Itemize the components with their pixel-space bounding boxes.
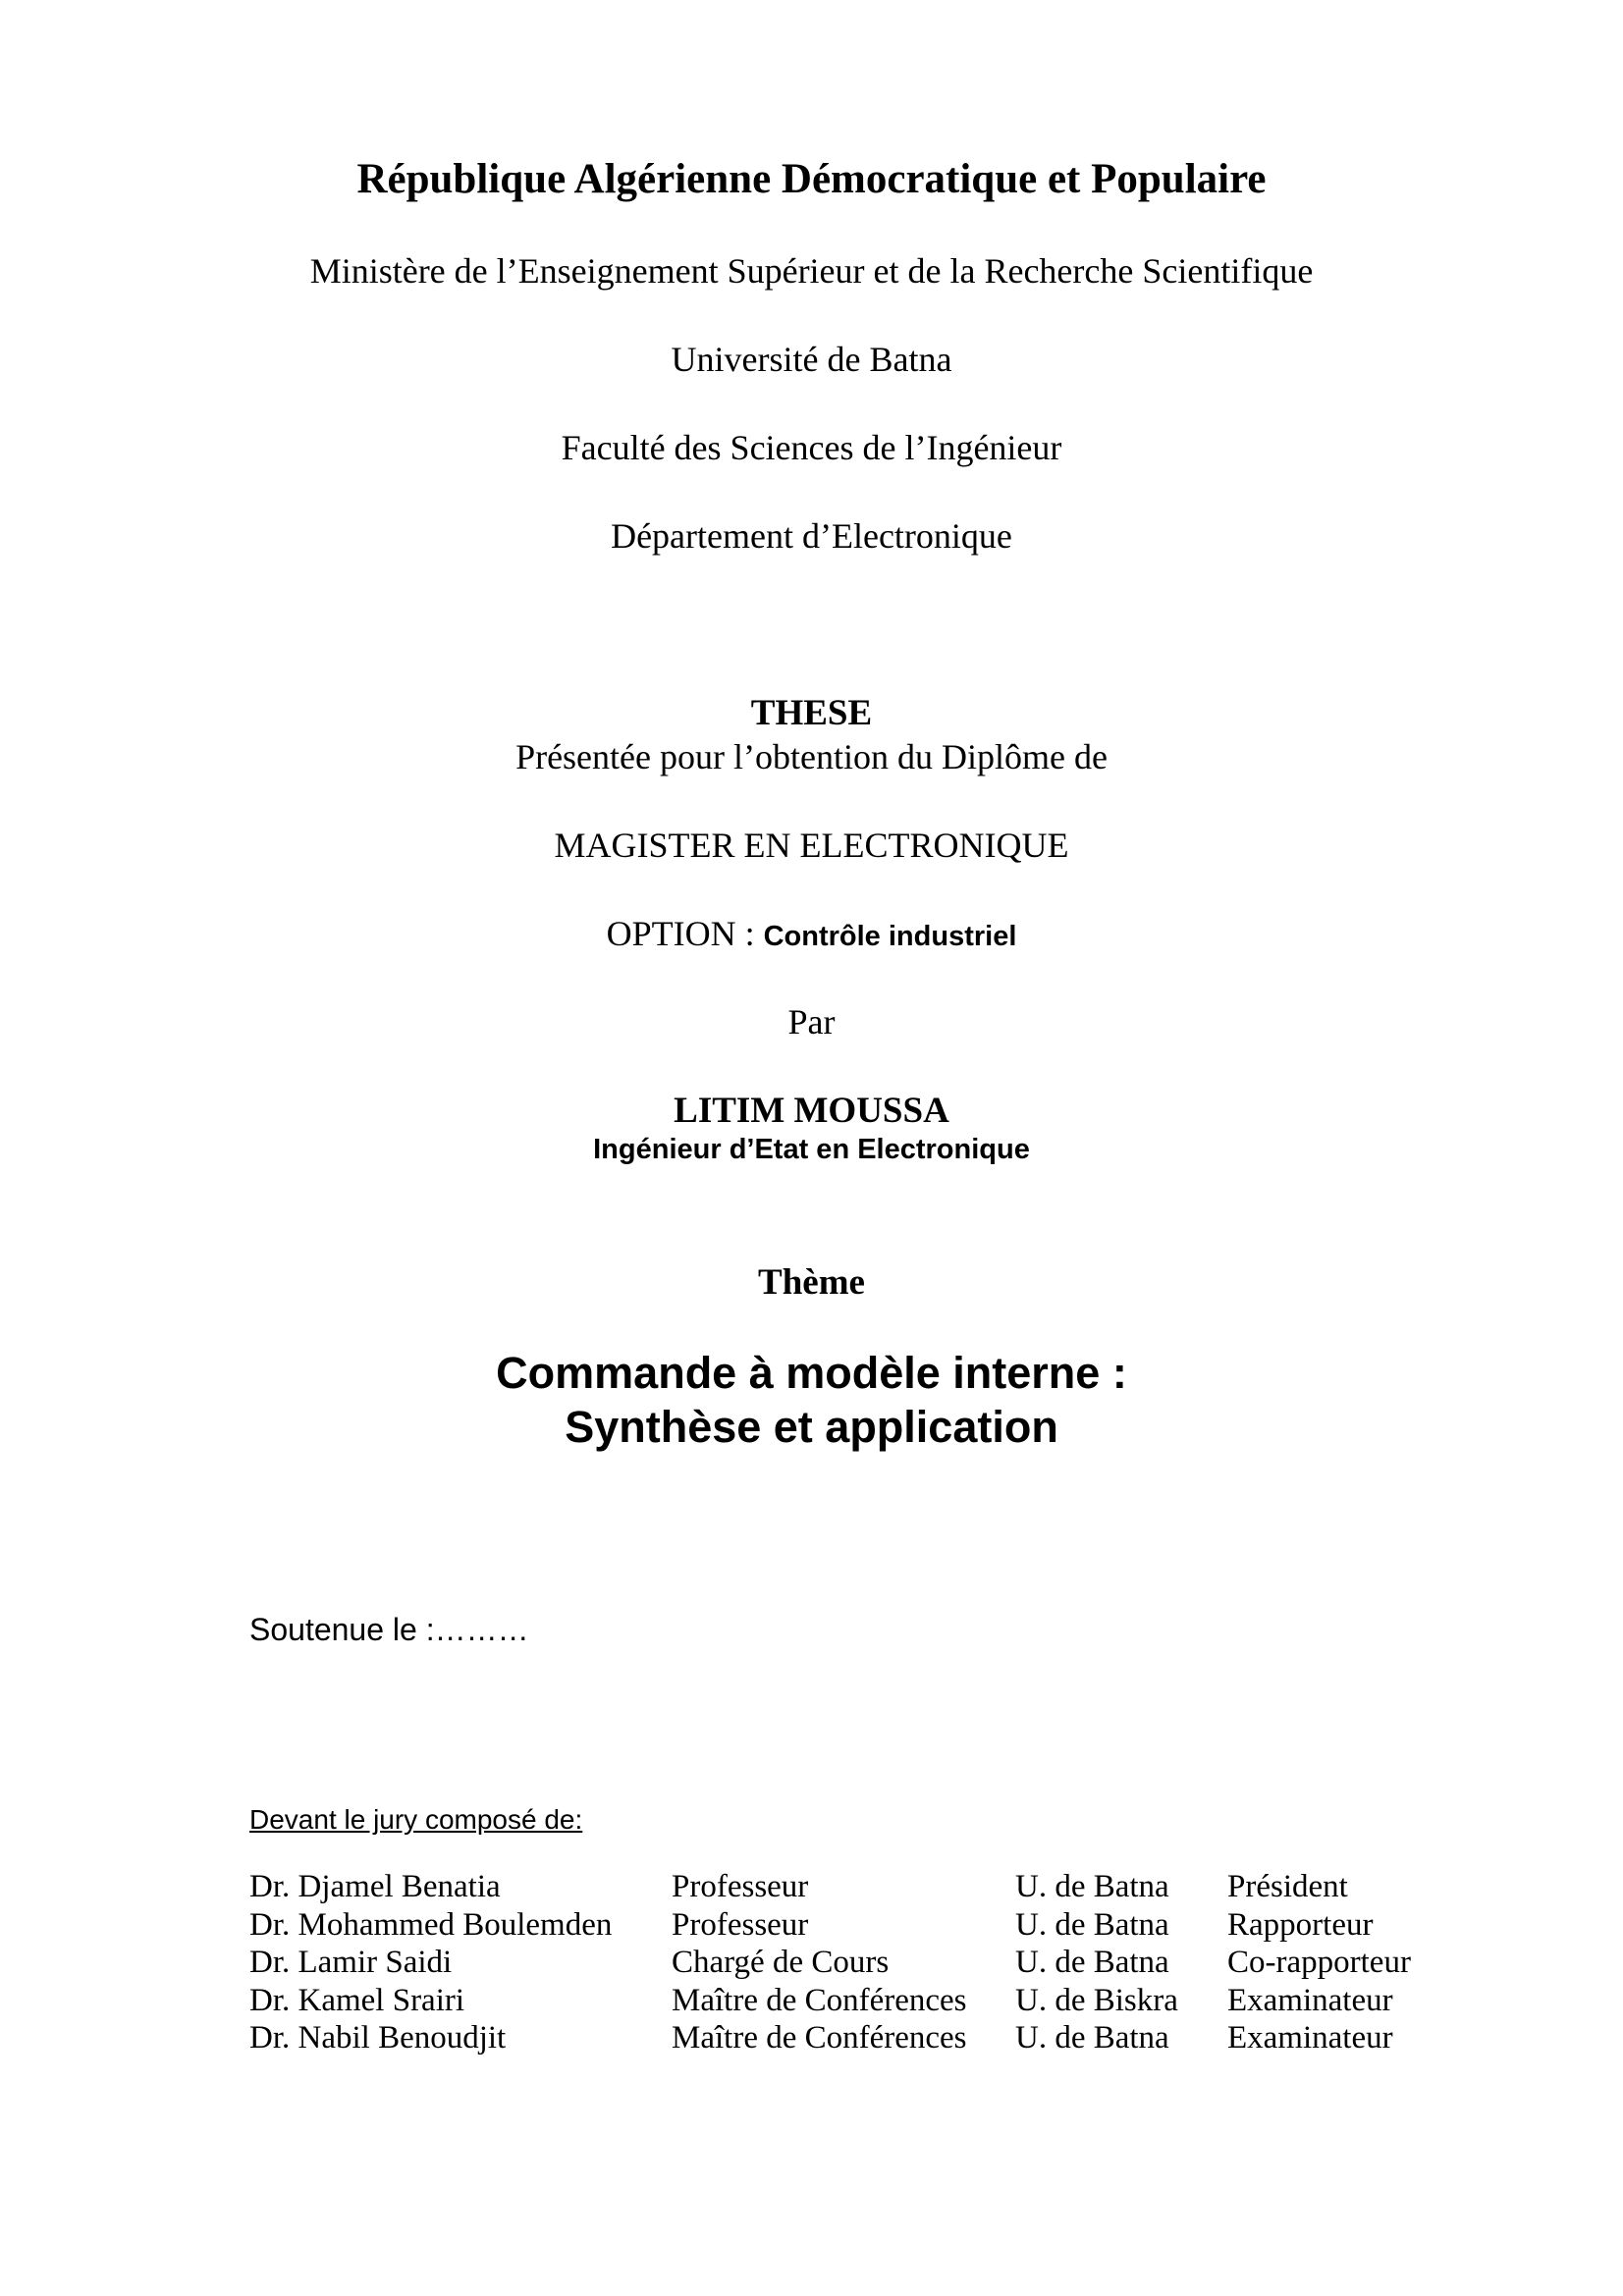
jury-rank: Maître de Conférences: [672, 1982, 967, 2018]
table-row: [249, 1868, 1424, 1906]
table-row: [249, 2019, 1424, 2057]
republic-title: République Algérienne Démocratique et Populaire: [356, 156, 1267, 202]
author-title: Ingénieur d’Etat en Electronique: [593, 1134, 1030, 1165]
thesis-type: THESE: [750, 693, 873, 733]
option-line: [0, 913, 1623, 954]
faculty-line: Faculté des Sciences de l’Ingénieur: [561, 428, 1062, 467]
table-row: [249, 1982, 1424, 2020]
jury-name: Dr. Mohammed Boulemden: [249, 1906, 613, 1943]
by-line: Par: [787, 1002, 836, 1041]
option-label: OPTION :: [606, 914, 764, 953]
jury-institution: U. de Batna: [1015, 1906, 1169, 1943]
jury-role: Examinateur: [1227, 2020, 1393, 2056]
department-line: Département d’Electronique: [611, 516, 1012, 556]
jury-role: Examinateur: [1227, 1982, 1393, 2018]
jury-rank: Chargé de Cours: [672, 1945, 890, 1980]
thesis-title-line1: Commande à modèle interne :: [496, 1348, 1127, 1398]
jury-name: Dr. Lamir Saidi: [249, 1945, 453, 1980]
presented-line: Présentée pour l’obtention du Diplôme de: [515, 737, 1108, 776]
thesis-title-line2: Synthèse et application: [565, 1402, 1058, 1452]
jury-name: Dr. Nabil Benoudjit: [249, 2020, 507, 2056]
jury-role: Président: [1227, 1869, 1348, 1904]
ministry-line: Ministère de l’Enseignement Supérieur et de la Recherche Scientifique: [309, 251, 1314, 291]
jury-institution: U. de Batna: [1015, 1945, 1169, 1980]
defense-date: Soutenue le :………: [249, 1612, 529, 1647]
jury-rank: Maître de Conférences: [672, 2020, 967, 2056]
jury-name: Dr. Djamel Benatia: [249, 1869, 501, 1904]
jury-institution: U. de Batna: [1015, 2020, 1169, 2056]
jury-table: [249, 1868, 1424, 2057]
diploma-line: MAGISTER EN ELECTRONIQUE: [554, 826, 1069, 865]
jury-institution: U. de Batna: [1015, 1869, 1169, 1904]
jury-name: Dr. Kamel Srairi: [249, 1982, 465, 2018]
jury-role: Co-rapporteur: [1227, 1945, 1411, 1980]
author-name: LITIM MOUSSA: [674, 1091, 949, 1131]
theme-label: Thème: [758, 1262, 865, 1303]
jury-heading: Devant le jury composé de:: [249, 1804, 583, 1835]
jury-institution: U. de Biskra: [1015, 1982, 1178, 2018]
jury-role: Rapporteur: [1227, 1906, 1374, 1943]
jury-rank: Professeur: [672, 1906, 809, 1943]
jury-rank: Professeur: [672, 1869, 809, 1904]
table-row: [249, 1944, 1424, 1982]
table-row: [249, 1906, 1424, 1945]
option-value: Contrôle industriel: [763, 921, 1017, 952]
university-line: Université de Batna: [671, 340, 952, 379]
